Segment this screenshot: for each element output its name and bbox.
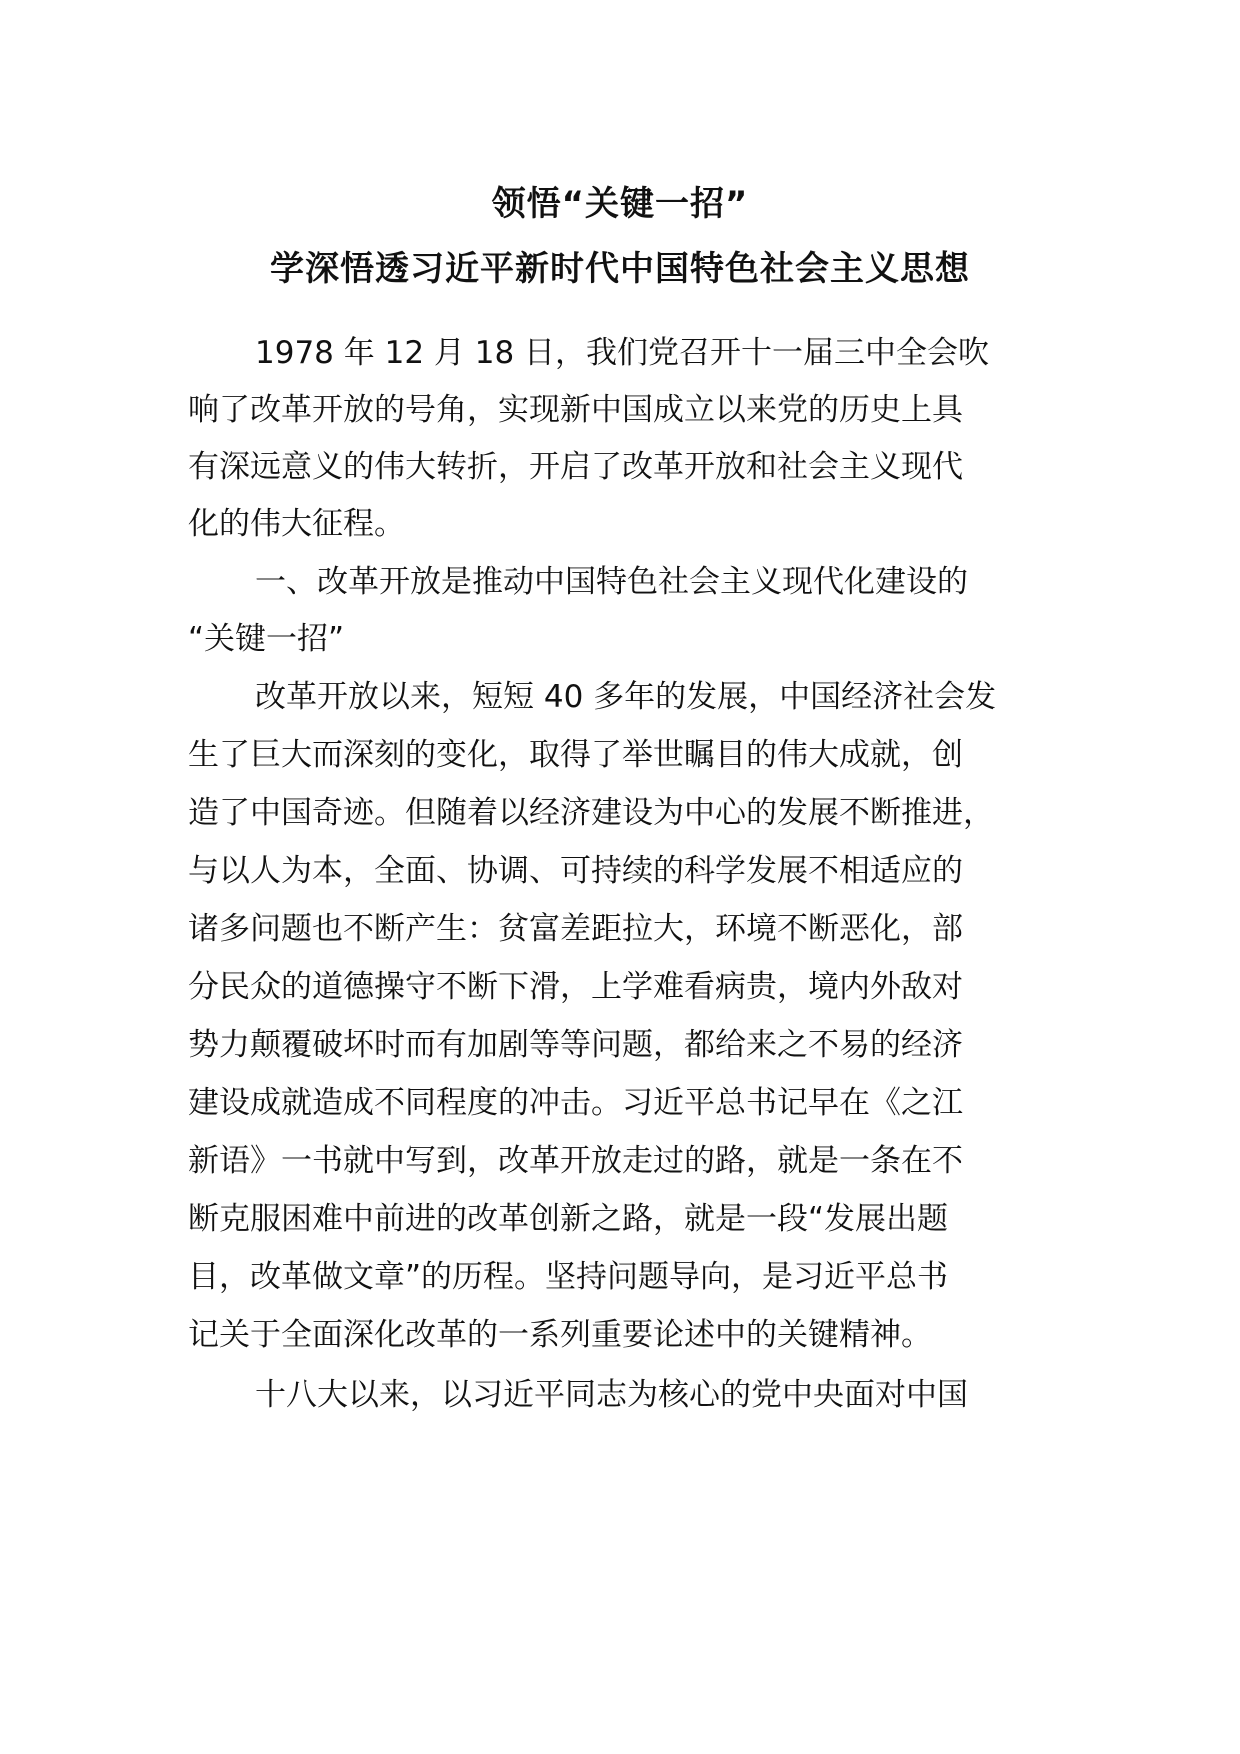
paragraph-2-line-7: 势力颠覆破坏时而有加剧等等问题，都给来之不易的经济: [188, 1027, 963, 1063]
paragraph-2-line-11: 目，改革做文章”的历程。坚持问题导向，是习近平总书: [188, 1259, 949, 1295]
paragraph-2-line-2: 生了巨大而深刻的变化，取得了举世瞩目的伟大成就，创: [188, 737, 963, 773]
section-heading-1-line-2: “关键一招”: [188, 621, 345, 657]
document-title-line-2: 学深悟透习近平新时代中国特色社会主义思想: [270, 249, 970, 289]
paragraph-2-line-4: 与以人为本，全面、协调、可持续的科学发展不相适应的: [188, 853, 963, 889]
paragraph-2-line-1: 改革开放以来，短短 40 多年的发展，中国经济社会发: [255, 679, 997, 715]
paragraph-1-line-3: 有深远意义的伟大转折，开启了改革开放和社会主义现代: [188, 449, 963, 485]
paragraph-1-line-2: 响了改革开放的号角，实现新中国成立以来党的历史上具: [188, 392, 963, 428]
paragraph-1-line-1: 1978 年 12 月 18 日，我们党召开十一届三中全会吹: [255, 335, 990, 371]
document-title-line-1: 领悟“关键一招”: [491, 184, 749, 224]
section-heading-1-line-1: 一、改革开放是推动中国特色社会主义现代化建设的: [255, 564, 968, 600]
paragraph-2-line-6: 分民众的道德操守不断下滑，上学难看病贵，境内外敌对: [188, 969, 963, 1005]
paragraph-2-line-12: 记关于全面深化改革的一系列重要论述中的关键精神。: [188, 1317, 932, 1353]
paragraph-2-line-9: 新语》一书就中写到，改革开放走过的路，就是一条在不: [188, 1143, 963, 1179]
paragraph-2-line-3: 造了中国奇迹。但随着以经济建设为中心的发展不断推进，: [188, 795, 994, 831]
paragraph-2-line-8: 建设成就造成不同程度的冲击。习近平总书记早在《之江: [188, 1085, 963, 1121]
paragraph-1-line-4: 化的伟大征程。: [188, 506, 405, 542]
paragraph-2-line-5: 诸多问题也不断产生：贫富差距拉大，环境不断恶化，部: [188, 911, 963, 947]
paragraph-3-line-1: 十八大以来，以习近平同志为核心的党中央面对中国: [255, 1377, 968, 1413]
paragraph-2-line-10: 断克服困难中前进的改革创新之路，就是一段“发展出题: [188, 1201, 949, 1237]
